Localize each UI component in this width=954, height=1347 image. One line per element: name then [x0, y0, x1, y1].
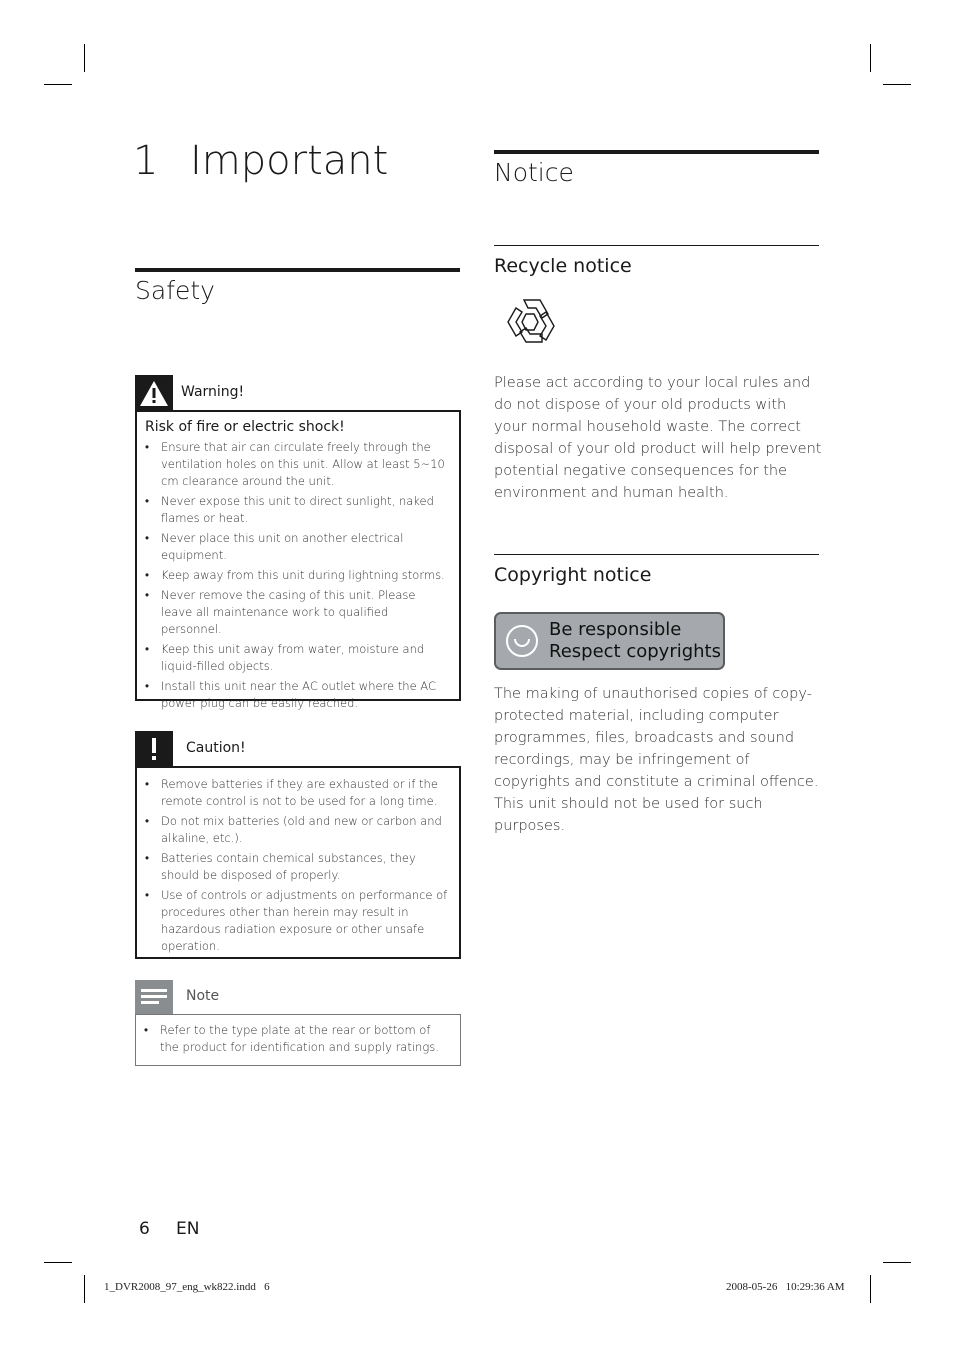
file-name: 1_DVR2008_97_eng_wk822.indd 6 — [104, 1281, 270, 1293]
recycle-heading: Recycle notice — [494, 255, 632, 277]
notice-heading: Notice — [494, 158, 574, 187]
crop-mark — [44, 84, 72, 85]
recycle-icon — [502, 296, 562, 354]
note-box — [135, 1014, 461, 1066]
recycle-text: Please act according to your local rules and do not dispose of your old products with your normal household waste. The correct disposal of your old product will help prevent potential negative consequences for the environment and human health. — [494, 375, 822, 501]
safety-heading: Safety — [135, 276, 215, 305]
badge-line1: Be responsible — [549, 619, 682, 640]
copyright-heading: Copyright notice — [494, 564, 652, 586]
list-item: • Install this unit near the AC outlet where the AC power plug can be easily reached. — [145, 678, 449, 712]
caution-box — [135, 766, 461, 959]
copyright-badge — [494, 612, 725, 670]
warning-title: Risk of fire or electric shock! — [145, 419, 345, 435]
note-label: Note — [186, 988, 220, 1004]
list-item: • Remove batteries if they are exhausted or if the remote control is not to be used for a long time. — [145, 776, 449, 810]
list-item: • Do not mix batteries (old and new or carbon and alkaline, etc.). — [145, 813, 449, 847]
chapter-number: 1 — [133, 138, 159, 184]
warning-box — [135, 410, 461, 710]
warning-label: Warning! — [181, 384, 245, 400]
caution-label: Caution! — [186, 740, 246, 756]
exclamation-icon — [135, 731, 173, 767]
crop-mark — [883, 1262, 911, 1263]
list-item: • Use of controls or adjustments on performance of procedures other than herein may result in hazardous radiation exposure or other unsafe operation. — [145, 887, 449, 955]
crop-mark — [883, 84, 911, 85]
list-item: • Never expose this unit to direct sunlight, naked flames or heat. — [145, 493, 449, 527]
copyright-text: The making of unauthorised copies of copy-protected material, including computer programmes, files, broadcasts and sound recordings, may be infringement of copyrights and constitute a criminal offence. This unit should not be used for such purposes. — [494, 686, 819, 834]
list-item: • Never remove the casing of this unit. Please leave all maintenance work to qualified personnel. — [145, 587, 449, 638]
crop-mark — [44, 1262, 72, 1263]
warning-list — [145, 439, 449, 712]
crop-mark — [870, 1275, 871, 1303]
note-lines-icon — [135, 980, 173, 1014]
copyright-circle-icon — [505, 624, 539, 658]
note-list — [144, 1022, 452, 1056]
print-timestamp: 2008-05-26 10:29:36 AM — [726, 1281, 845, 1293]
crop-mark — [84, 44, 85, 72]
badge-line2: Respect copyrights — [549, 641, 721, 662]
list-item: • Ensure that air can circulate freely through the ventilation holes on this unit. Allow at least 5~10 cm clearance around the unit. — [145, 439, 449, 490]
list-item: • Keep away from this unit during lightning storms. — [145, 567, 449, 584]
crop-mark — [84, 1275, 85, 1303]
list-item: • Batteries contain chemical substances, they should be disposed of properly. — [145, 850, 449, 884]
language-code: EN — [176, 1219, 200, 1239]
chapter-title: Important — [190, 138, 389, 184]
warning-triangle-icon — [135, 375, 173, 411]
list-item: • Keep this unit away from water, moisture and liquid-filled objects. — [145, 641, 449, 675]
page-number: 6 — [139, 1219, 150, 1239]
subsection-rule — [494, 245, 819, 246]
subsection-rule — [494, 554, 819, 555]
list-item: • Refer to the type plate at the rear or bottom of the product for identification and supply ratings. — [144, 1022, 452, 1056]
section-rule — [135, 268, 460, 272]
list-item: • Never place this unit on another electrical equipment. — [145, 530, 449, 564]
caution-list — [145, 776, 449, 955]
section-rule — [494, 150, 819, 154]
crop-mark — [870, 44, 871, 72]
